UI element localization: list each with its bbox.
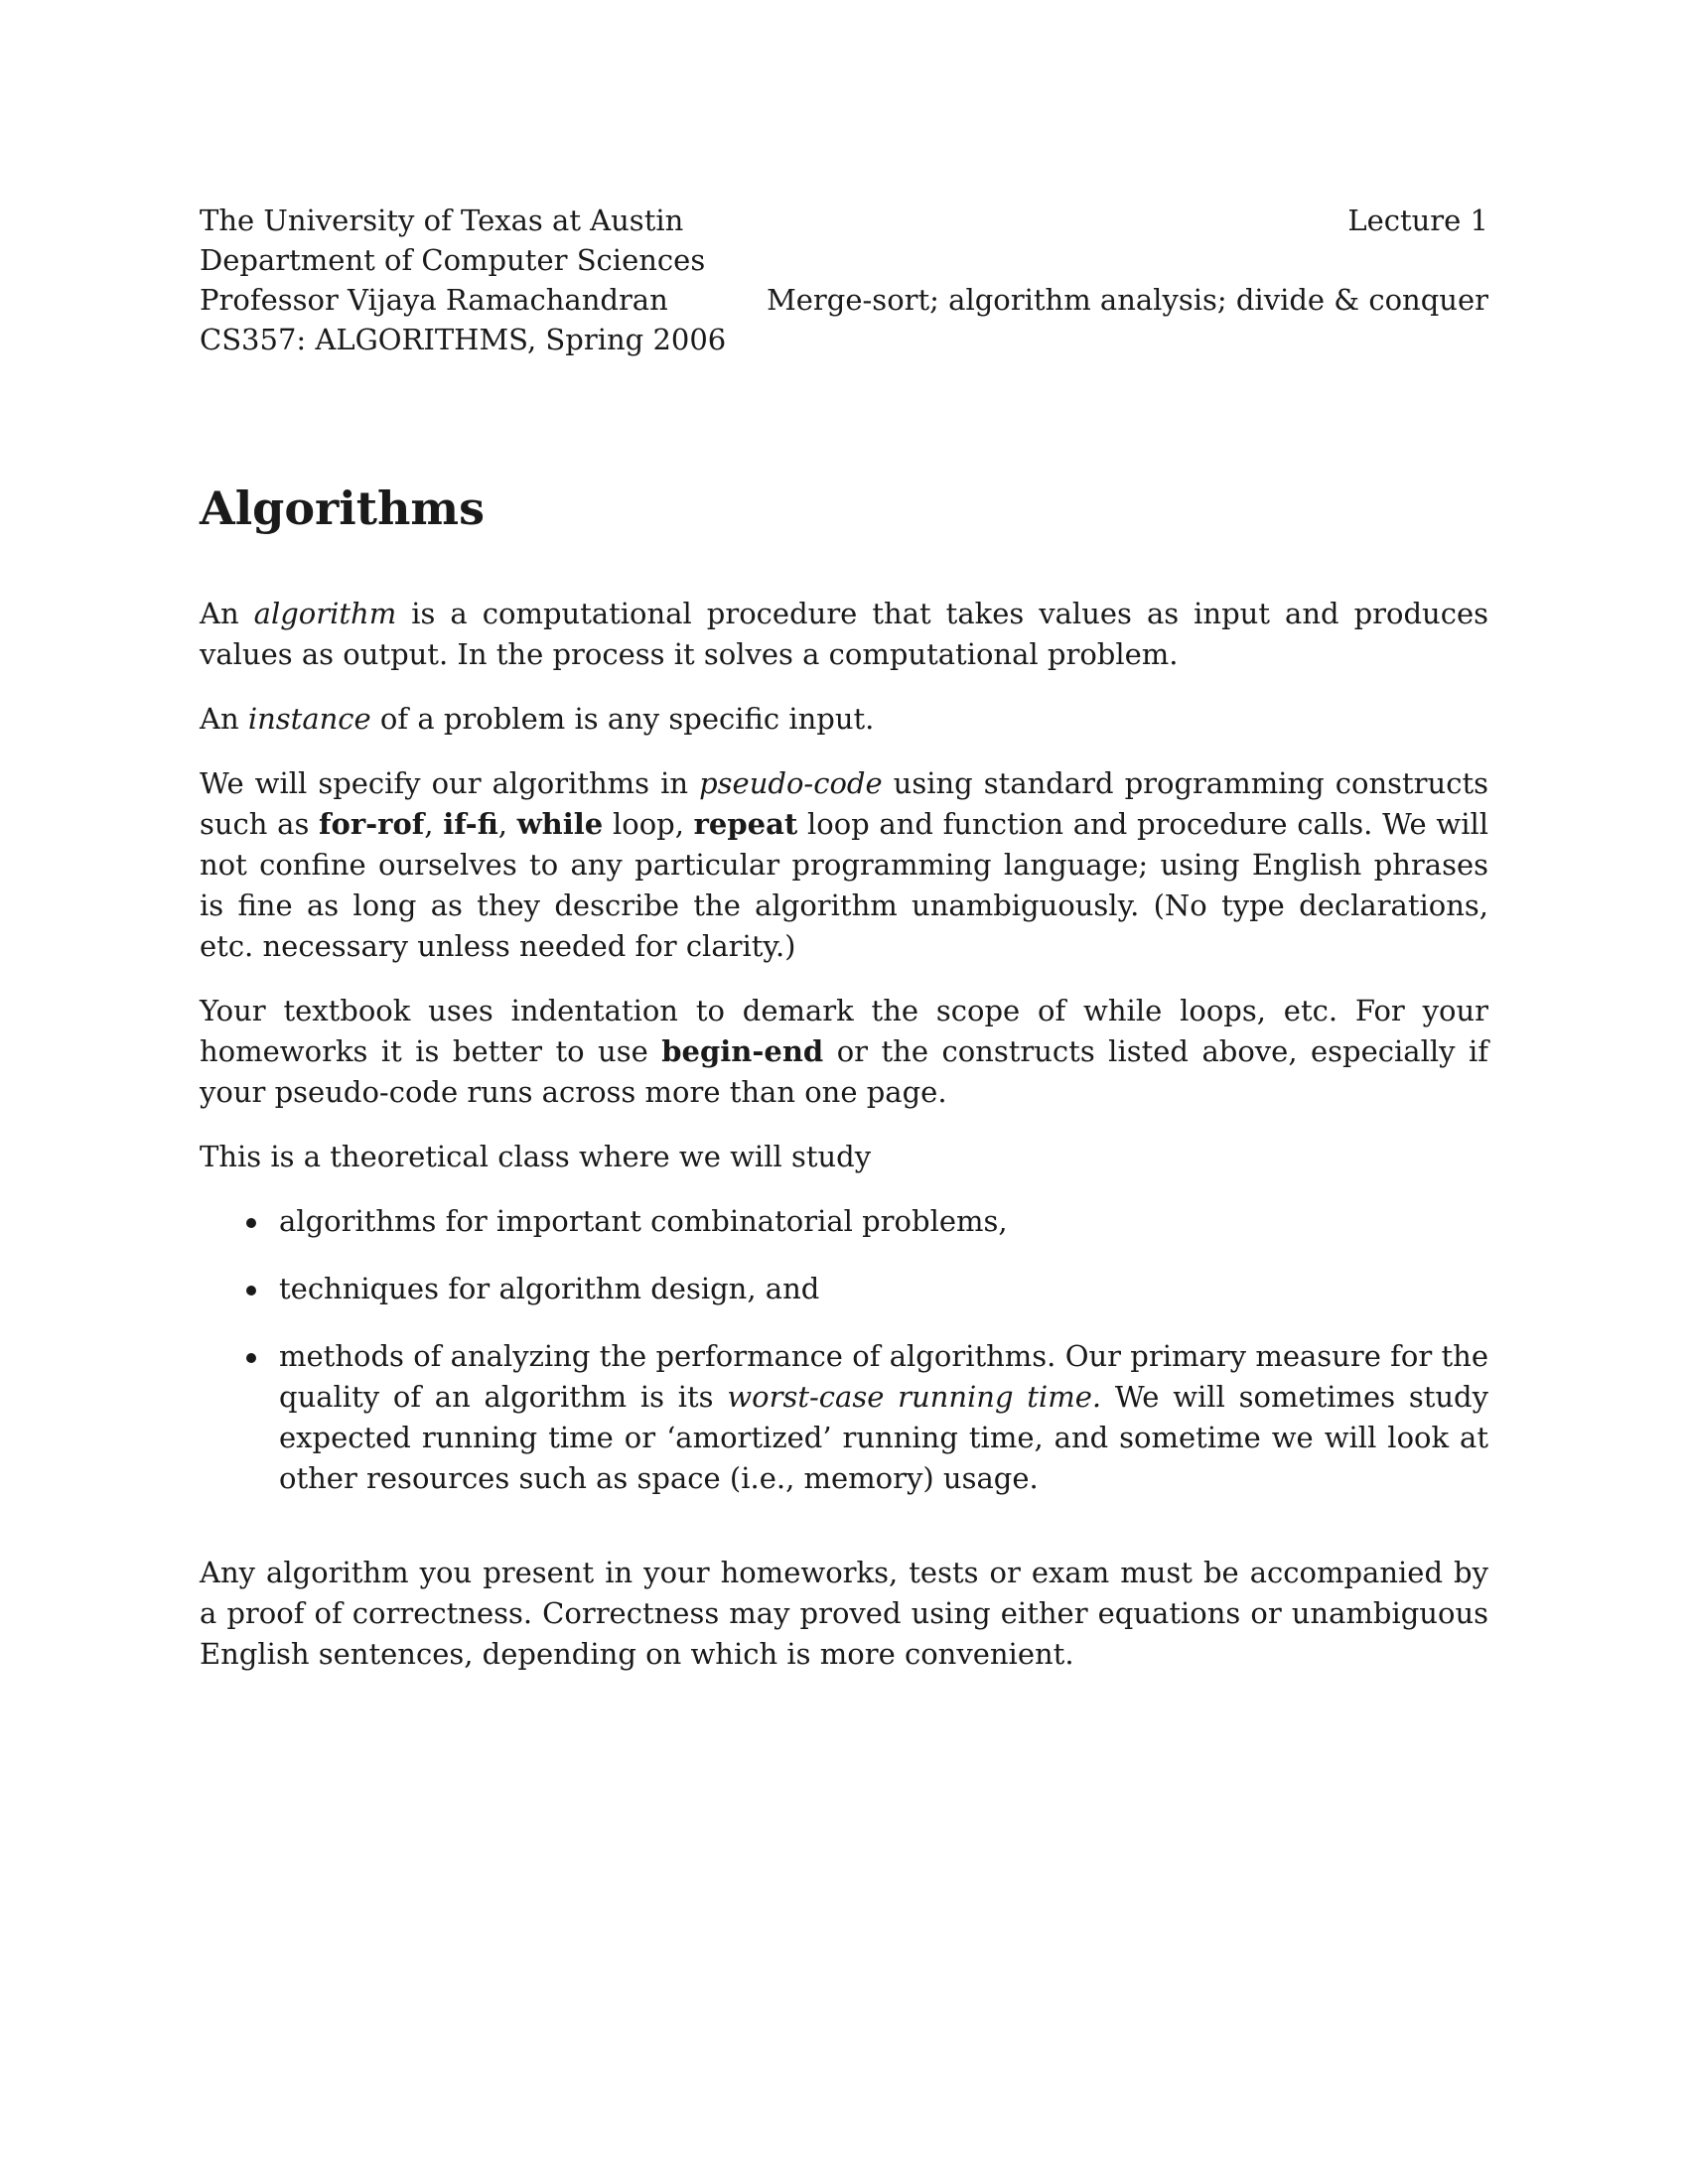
term-instance: instance bbox=[247, 702, 371, 736]
list-item bbox=[200, 1336, 1488, 1499]
term-pseudo-code: pseudo-code bbox=[699, 766, 883, 800]
topics-list bbox=[200, 1201, 1488, 1499]
paragraph-textbook-indentation bbox=[200, 991, 1488, 1113]
term-worst-case-running-time: worst-case running time. bbox=[727, 1380, 1102, 1414]
text-run: An bbox=[200, 702, 248, 736]
text-run: is a computational procedure that takes values as input and produces values as output. In the process it solves a computational problem. bbox=[200, 597, 1488, 671]
paragraph-algorithm-definition bbox=[200, 594, 1488, 675]
course-title: CS357: ALGORITHMS, Spring 2006 bbox=[200, 323, 727, 356]
text-run: An bbox=[200, 597, 254, 630]
paragraph-proof-of-correctness: Any algorithm you present in your homeworks, tests or exam must be accompanied by a proof of correctness. Correctness may proved using either equations or unambiguous English sentences, depending on which is more convenient. bbox=[200, 1556, 1488, 1671]
list-item bbox=[200, 1269, 1488, 1309]
text-run: of a problem is any specific input. bbox=[370, 702, 875, 736]
term-algorithm: algorithm bbox=[253, 597, 397, 630]
list-item bbox=[200, 1201, 1488, 1242]
bullet-icon bbox=[246, 1286, 256, 1296]
paragraph-class-intro: This is a theoretical class where we will study bbox=[200, 1140, 872, 1173]
keyword-for-rof: for-rof bbox=[319, 807, 425, 841]
paragraph-instance-definition bbox=[200, 699, 1488, 740]
professor-name: Professor Vijaya Ramachandran bbox=[200, 283, 668, 317]
bullet-icon bbox=[246, 1353, 256, 1363]
text-run: We will specify our algorithms in bbox=[200, 766, 700, 800]
university-name: The University of Texas at Austin bbox=[200, 204, 684, 237]
lecture-topic: Merge-sort; algorithm analysis; divide & conquer bbox=[767, 283, 1488, 317]
list-item-text: We will sometimes study expected running time or ‘amortized’ running time, and sometime we will look at other resources such as space (i.e., memory) usage. bbox=[279, 1380, 1488, 1495]
lecture-info bbox=[734, 201, 1488, 320]
lecture-number: Lecture 1 bbox=[1347, 204, 1488, 237]
text-run: , bbox=[424, 807, 444, 841]
bullet-icon bbox=[246, 1218, 256, 1228]
section-heading: Algorithms bbox=[200, 481, 485, 535]
keyword-while: while bbox=[516, 807, 604, 841]
list-item-text: algorithms for important combinatorial problems, bbox=[279, 1204, 1008, 1238]
text-run: using standard programming constructs such as bbox=[200, 766, 1488, 841]
text-run: loop, bbox=[603, 807, 694, 841]
text-run: , bbox=[497, 807, 517, 841]
keyword-begin-end: begin-end bbox=[661, 1034, 824, 1068]
course-info bbox=[200, 201, 795, 359]
keyword-if-fi: if-fi bbox=[443, 807, 498, 841]
keyword-repeat: repeat bbox=[693, 807, 798, 841]
text-run: Your textbook uses indentation to demark the scope of while loops, etc. For your homeworks it is better to use bbox=[200, 994, 1488, 1068]
document-body bbox=[200, 594, 1488, 1699]
list-item-text: methods of analyzing the performance of algorithms. Our primary measure for the quality of an algorithm is its bbox=[279, 1339, 1488, 1414]
text-run: loop and function and procedure calls. We will not confine ourselves to any particular programming language; using English phrases is fine as long as they describe the algorithm unambiguously. (No type declarations, etc. necessary unless needed for clarity.) bbox=[200, 807, 1489, 963]
department-name: Department of Computer Sciences bbox=[200, 243, 706, 277]
text-run: or the constructs listed above, especially if your pseudo-code runs across more than one page. bbox=[200, 1034, 1489, 1109]
list-item-text: techniques for algorithm design, and bbox=[279, 1272, 820, 1305]
paragraph-pseudo-code bbox=[200, 763, 1488, 967]
